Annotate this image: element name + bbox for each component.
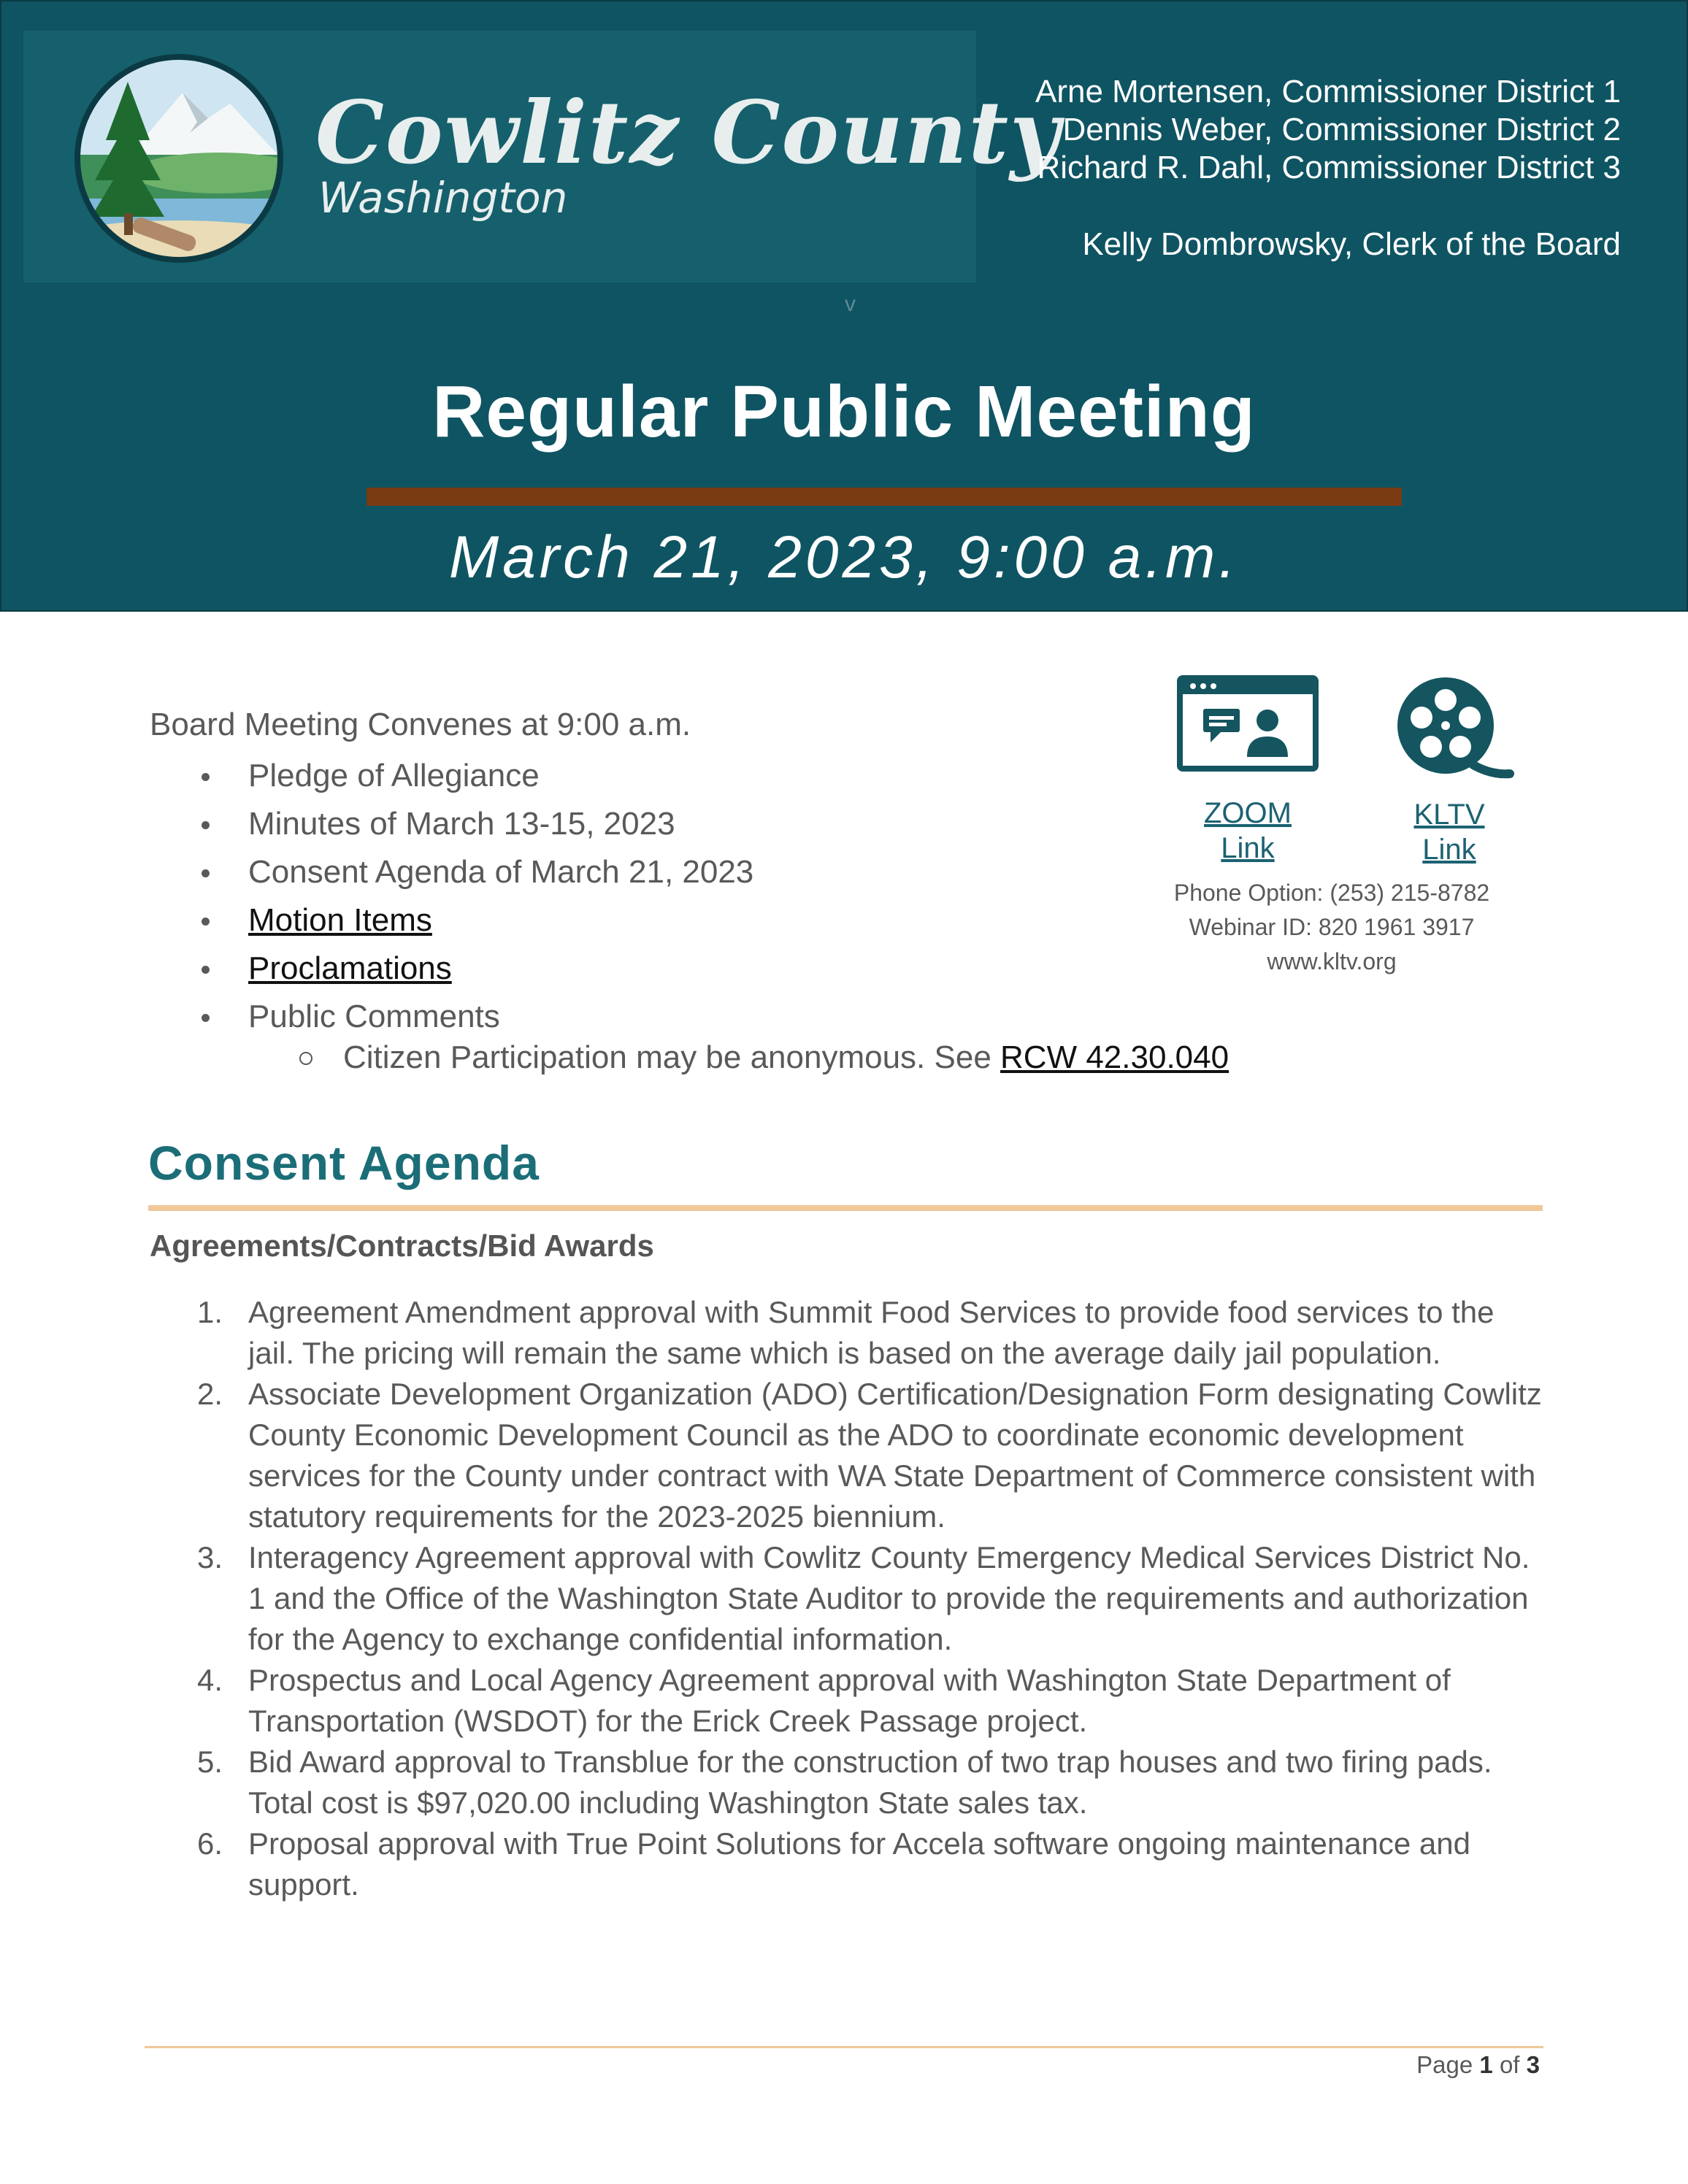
rcw-link[interactable]: RCW 42.30.040 bbox=[1000, 1039, 1229, 1075]
page-of: of bbox=[1499, 2051, 1520, 2078]
list-item: Minutes of March 13-15, 2023 bbox=[150, 800, 753, 848]
item-text: Bid Award approval to Transblue for the construction of two trap houses and two firing pads. Total cost is $97,020.00 including Washington State sales tax. bbox=[248, 1745, 1492, 1820]
zoom-link-line1: ZOOM bbox=[1204, 797, 1292, 829]
page-total: 3 bbox=[1526, 2051, 1540, 2078]
item-number: 1. bbox=[197, 1295, 223, 1329]
item-number: 2. bbox=[197, 1377, 223, 1411]
list-item bbox=[150, 1660, 1544, 1742]
county-logo bbox=[23, 31, 1062, 282]
commissioner-district-2: Dennis Weber, Commissioner District 2 bbox=[1062, 112, 1621, 147]
meeting-order-list bbox=[150, 752, 753, 1041]
kltv-website: www.kltv.org bbox=[1267, 948, 1397, 974]
list-item bbox=[150, 1292, 1544, 1374]
consent-agenda-heading: Consent Agenda bbox=[148, 1136, 540, 1190]
motion-items-link[interactable]: Motion Items bbox=[248, 902, 432, 938]
webinar-id: Webinar ID: 820 1961 3917 bbox=[1189, 914, 1475, 940]
citizen-participation-text: Citizen Participation may be anonymous. See bbox=[343, 1039, 1001, 1075]
county-name: Cowlitz County bbox=[315, 82, 1062, 183]
commissioners-list bbox=[1035, 73, 1621, 187]
page-label: Page bbox=[1416, 2051, 1473, 2078]
page-title: Regular Public Meeting bbox=[432, 371, 1256, 453]
header-banner bbox=[0, 0, 1688, 612]
zoom-link-line2: Link bbox=[1221, 832, 1275, 864]
item-number: 4. bbox=[197, 1663, 223, 1697]
list-item bbox=[150, 1742, 1544, 1823]
item-text: Prospectus and Local Agency Agreement approval with Washington State Department of Transportation (WSDOT) for the Erick Creek Passage project. bbox=[248, 1663, 1451, 1738]
list-item-motion-items bbox=[150, 896, 753, 945]
item-text: Agreement Amendment approval with Summit Food Services to provide food services to the jail. The pricing will remain the same which is based on the average daily jail population. bbox=[248, 1295, 1495, 1370]
item-number: 3. bbox=[197, 1540, 223, 1574]
page-number bbox=[1416, 2051, 1540, 2079]
agreements-subheading: Agreements/Contracts/Bid Awards bbox=[150, 1228, 654, 1263]
item-number: 6. bbox=[197, 1826, 223, 1861]
footer-divider bbox=[145, 2046, 1543, 2048]
list-item: Pledge of Allegiance bbox=[150, 752, 753, 800]
county-seal-icon bbox=[73, 53, 285, 264]
commissioner-district-1: Arne Mortensen, Commissioner District 1 bbox=[1035, 74, 1621, 109]
stray-mark: v bbox=[845, 292, 856, 316]
page-current: 1 bbox=[1479, 2051, 1493, 2078]
meeting-date: March 21, 2023, 9:00 a.m. bbox=[448, 524, 1240, 591]
zoom-video-icon[interactable] bbox=[1177, 675, 1319, 772]
phone-option: Phone Option: (253) 215-8782 bbox=[1173, 880, 1490, 906]
item-text: Interagency Agreement approval with Cowlitz County Emergency Medical Services District No. 1 and the Office of the Washington State Auditor to provide the requirements and authorization for the Agency to exchange confidential information. bbox=[248, 1540, 1530, 1656]
commissioner-district-3: Richard R. Dahl, Commissioner District 3 bbox=[1037, 150, 1621, 185]
kltv-link-line2: Link bbox=[1422, 834, 1476, 866]
county-state: Washington bbox=[318, 173, 568, 223]
convenes-text: Board Meeting Convenes at 9:00 a.m. bbox=[150, 707, 691, 742]
proclamations-link[interactable]: Proclamations bbox=[248, 950, 452, 986]
list-item bbox=[150, 1374, 1544, 1537]
title-divider bbox=[367, 488, 1402, 506]
kltv-film-reel-icon[interactable] bbox=[1393, 673, 1514, 783]
zoom-link[interactable] bbox=[1178, 796, 1317, 866]
list-item bbox=[150, 1823, 1544, 1905]
list-item: Consent Agenda of March 21, 2023 bbox=[150, 848, 753, 896]
item-number: 5. bbox=[197, 1745, 223, 1779]
citizen-participation-note bbox=[299, 1039, 1229, 1076]
kltv-link[interactable] bbox=[1380, 797, 1519, 867]
item-text: Associate Development Organization (ADO) Certification/Designation Form designating Cowlitz County Economic Development Council as the ADO to coordinate economic development services for the County under contract with WA State Department of Commerce consistent with statutory requirements for the 2023-2025 biennium. bbox=[248, 1377, 1542, 1534]
list-item bbox=[150, 1537, 1544, 1660]
hollow-bullet-icon bbox=[299, 1052, 312, 1065]
dial-in-info bbox=[1124, 876, 1539, 979]
clerk-of-board: Kelly Dombrowsky, Clerk of the Board bbox=[1082, 226, 1621, 262]
item-text: Proposal approval with True Point Solutions for Accela software ongoing maintenance and support. bbox=[248, 1826, 1471, 1902]
kltv-link-line1: KLTV bbox=[1413, 799, 1485, 831]
section-divider bbox=[148, 1205, 1543, 1211]
list-item: Public Comments bbox=[150, 993, 753, 1041]
consent-agenda-list bbox=[150, 1292, 1544, 1905]
list-item-proclamations bbox=[150, 945, 753, 993]
